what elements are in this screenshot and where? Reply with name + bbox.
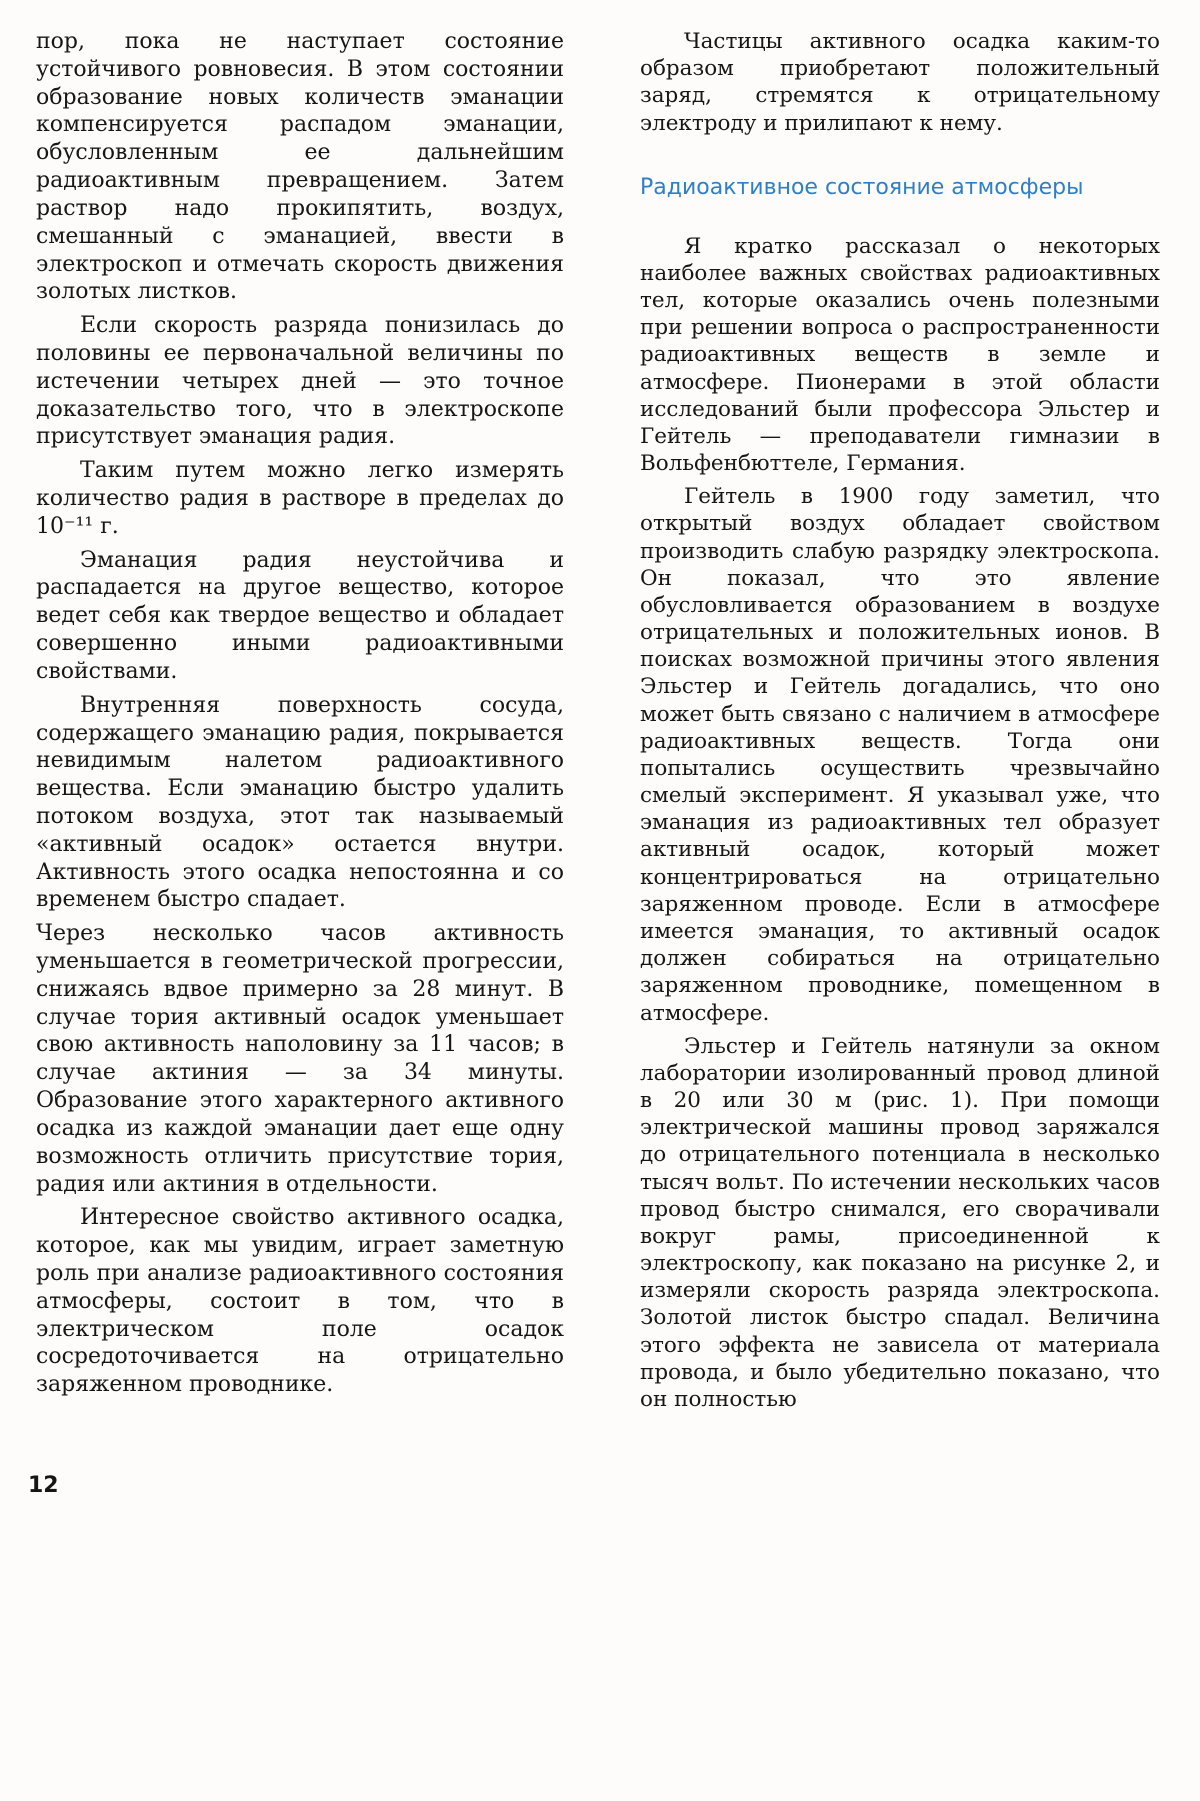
paragraph: Я кратко рассказал о некоторых наиболее важных свойствах радиоактивных тел, которые оказались очень полезными при решении вопроса о распространенности радиоактивных веществ в земле и атмосфере. Пионерами в этой области исследований были профессора Эльстер и Гейтель — преподаватели гимназии в Вольфенбюттеле, Германия. (640, 233, 1160, 477)
paragraph: Через несколько часов активность уменьшается в геометрической прогрессии, снижаясь вдвое примерно за 28 минут. В случае тория активный осадок уменьшает свою активность наполовину за 11 часов; в случае актиния — за 34 минуты. Образование этого характерного активного осадка из каждой эманации дает еще одну возможность отличить присутствие тория, радия или актиния в отдельности. (36, 921, 564, 1197)
paragraph: Гейтель в 1900 году заметил, что открытый воздух обладает свойством производить слабую разрядку электроскопа. Он показал, что это явление обусловливается образованием в воздухе отрицательных и положительных ионов. В поисках возможной причины этого явления Эльстер и Гейтель догадались, что оно может быть связано с наличием в атмосфере радиоактивных веществ. Тогда они попытались осуществить чрезвычайно смелый эксперимент. Я указывал уже, что эманация из радиоактивных тел образует активный осадок, который может концентрироваться на отрицательно заряженном проводе. Если в атмосфере имеется эманация, то активный осадок должен собираться на отрицательно заряженном проводнике, помещенном в атмосфере. (640, 484, 1160, 1026)
section-heading: Радиоактивное состояние атмосферы (640, 174, 1084, 200)
paragraph: Если скорость разряда понизилась до половины ее первоначальной величины по истечении четырех дней — это точное доказательство того, что в электроскопе присутствует эманация радия. (36, 313, 564, 450)
paragraph: пор, пока не наступает состояние устойчивого ровновесия. В этом состоянии образование новых количеств эманации компенсируется распадом эманации, обусловленным ее дальнейшим радиоактивным превращением. Затем раствор надо прокипятить, воздух, смешанный с эманацией, ввести в электроскоп и отмечать скорость движения золотых листков. (36, 29, 564, 305)
left-column (36, 28, 564, 1405)
paragraph: Частицы активного осадка каким-то образом приобретают положительный заряд, стремятся к отрицательному электроду и прилипают к нему. (640, 29, 1160, 136)
paragraph: Эльстер и Гейтель натянули за окном лаборатории изолированный провод длиной в 20 или 30 м (рис. 1). При помощи электрической машины провод заряжался до отрицательного потенциала в несколько тысяч вольт. По истечении нескольких часов провод быстро снимался, его сворачивали вокруг рамы, присоединенной к электроскопу, как показано на рисунке 2, и измеряли скорость разряда электроскопа. Золотой листок быстро спадал. Величина этого эффекта не зависела от материала провода, и было убедительно показано, что он полностью (640, 1033, 1160, 1412)
paragraph: Эманация радия неустойчива и распадается на другое вещество, которое ведет себя как твердое вещество и обладает совершенно иными радиоактивными свойствами. (36, 547, 564, 684)
paragraph: Интересное свойство активного осадка, которое, как мы увидим, играет заметную роль при анализе радиоактивного состояния атмосферы, состоит в том, что в электрическом поле осадок сосредоточивается на отрицательно заряженном проводнике. (36, 1205, 564, 1398)
paragraph: Внутренняя поверхность сосуда, содержащего эманацию радия, покрывается невидимым налетом радиоактивного вещества. Если эманацию быстро удалить потоком воздуха, этот так называемый «активный осадок» остается внутри. Активность этого осадка непостоянна и со временем быстро спадает. (36, 692, 564, 913)
paragraph: Таким путем можно легко измерять количество радия в растворе в пределах до 10⁻¹¹ г. (36, 458, 564, 539)
page-number: 12 (28, 1473, 59, 1498)
right-column (640, 28, 1160, 1419)
